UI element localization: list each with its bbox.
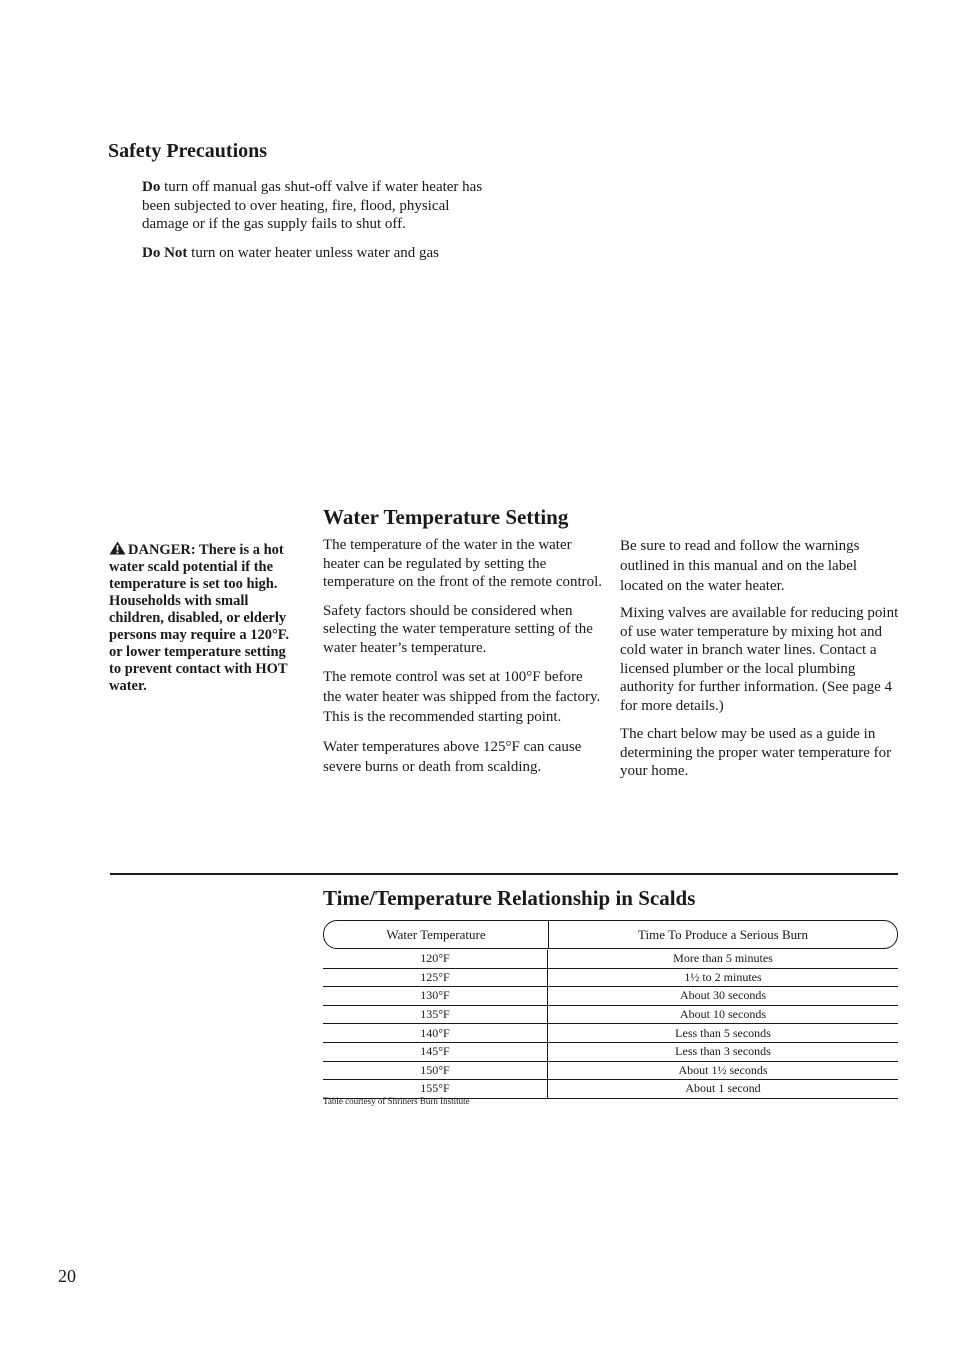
table-row (323, 1024, 898, 1043)
temperature-cell: 135°F (323, 1006, 548, 1024)
table-footnote: Table courtesy of Shriners Burn Institute (323, 1096, 470, 1106)
scald-table-header (323, 920, 898, 949)
warning-triangle-icon (109, 541, 126, 555)
burn-time-cell: About 1½ seconds (678, 1062, 768, 1077)
burn-time-cell: About 1 second (685, 1081, 761, 1096)
water-temp-column-left (323, 536, 603, 777)
table-row (323, 1043, 898, 1062)
water-temp-paragraph: Safety factors should be considered when selecting the water temperature setting of the water heater’s temperature. (323, 602, 593, 656)
safety-precautions-body (142, 178, 492, 262)
table-row (323, 950, 898, 969)
page-number: 20 (58, 1266, 76, 1286)
burn-time-cell: More than 5 minutes (673, 951, 773, 966)
table-row (323, 1062, 898, 1081)
burn-time-cell: About 30 seconds (680, 988, 766, 1003)
table-row (323, 969, 898, 988)
table-row (323, 987, 898, 1006)
temperature-cell: 125°F (323, 969, 548, 987)
danger-note-text: DANGER: There is a hot water scald potential if the temperature is set too high. Households with small children, disabled, or elderly persons may require a 120°F. or lower temperature setting to prevent contact with HOT water. (109, 542, 289, 694)
safety-paragraph-do-not (142, 244, 492, 263)
section-divider (110, 873, 898, 875)
header-water-temperature: Water Temperature (324, 921, 549, 948)
danger-note (109, 541, 301, 695)
water-temp-paragraph: The temperature of the water in the water heater can be regulated by setting the temperature on the front of the remote control. (323, 537, 603, 590)
safety-do-not-text: turn on water heater unless water and gas (187, 244, 439, 261)
temperature-cell: 120°F (323, 950, 548, 968)
water-temp-paragraph: The remote control was set at 100°F before the water heater was shipped from the factory. This is the recommended starting point. (323, 669, 601, 725)
burn-time-cell: About 10 seconds (680, 1007, 766, 1022)
safety-do-text: turn off manual gas shut-off valve if water heater has been subjected to over heating, fire, flood, physical damage or if the gas supply fails to shut off. (142, 179, 483, 232)
scalds-heading: Time/Temperature Relationship in Scalds (323, 886, 696, 910)
temperature-cell: 130°F (323, 987, 548, 1005)
temperature-cell: 145°F (323, 1043, 548, 1061)
safety-paragraph-do (142, 178, 492, 234)
safety-do-label: Do (142, 179, 161, 195)
burn-time-cell: Less than 5 seconds (675, 1025, 771, 1040)
burn-time-cell: Less than 3 seconds (675, 1044, 771, 1059)
water-temp-paragraph: The chart below may be used as a guide in determining the proper water temperature for your home. (620, 726, 892, 779)
safety-do-not-label: Do Not (142, 244, 188, 261)
water-temp-paragraph: Be sure to read and follow the warnings outlined in this manual and on the label located on the water heater. (620, 538, 860, 594)
scald-table-body (323, 950, 898, 1099)
water-temp-heading: Water Temperature Setting (323, 505, 569, 529)
safety-precautions-heading: Safety Precautions (108, 140, 268, 162)
header-time-to-burn: Time To Produce a Serious Burn (638, 926, 808, 942)
water-temp-paragraph: Mixing valves are available for reducing point of use water temperature by mixing hot and cold water in branch water lines. Contact a licensed plumber or the local plumbing authority for further information. (See page 4 for more details.) (620, 605, 899, 714)
temperature-cell: 140°F (323, 1024, 548, 1042)
water-temp-paragraph: Water temperatures above 125°F can cause severe burns or death from scalding. (323, 739, 582, 775)
table-row (323, 1006, 898, 1025)
temperature-cell: 155°F (323, 1080, 548, 1098)
water-temp-column-right (620, 536, 902, 781)
temperature-cell: 150°F (323, 1062, 548, 1080)
burn-time-cell: 1½ to 2 minutes (684, 969, 762, 984)
